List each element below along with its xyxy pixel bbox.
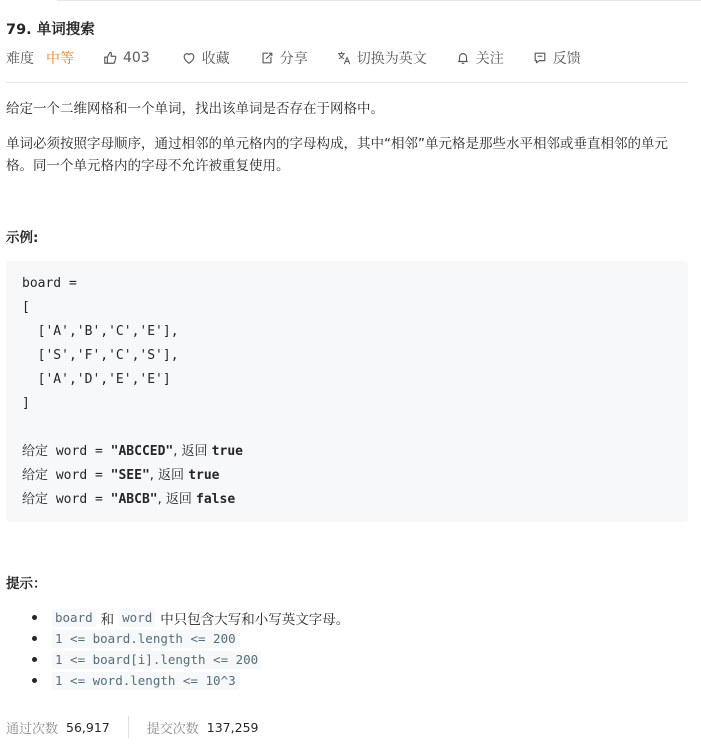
inline-code: 1 <= word.length <= 10^3 — [52, 672, 239, 690]
case-prefix: 给定 — [22, 444, 49, 459]
case-word-keyword: word = — [48, 444, 111, 459]
follow-button[interactable] — [456, 48, 504, 68]
list-item — [6, 670, 688, 691]
like-count: 403 — [123, 50, 150, 66]
inline-code: word — [119, 609, 155, 627]
code-line: ['A','B','C','E'], — [22, 324, 179, 339]
description-paragraph-2: 单词必须按照字母顺序，通过相邻的单元格内的字母构成，其中“相邻”单元格是那些水平相邻或垂直相邻的单元格。同一个单元格内的字母不允许被重复使用。 — [6, 136, 668, 174]
code-line: ['A','D','E','E'] — [22, 372, 171, 387]
heart-icon — [182, 51, 196, 65]
example-heading: 示例: — [6, 230, 39, 246]
code-line: board = — [22, 276, 77, 291]
example-case-2 — [22, 466, 220, 486]
case-result: true — [188, 468, 220, 483]
case-result: false — [196, 492, 236, 507]
case-mid: , 返回 — [173, 444, 212, 459]
problem-meta-bar — [6, 47, 581, 69]
case-mid: , 返回 — [149, 468, 189, 483]
case-result: true — [211, 444, 243, 459]
stats-divider — [128, 716, 129, 738]
hint-text: 和 — [100, 611, 115, 628]
case-mid: , 返回 — [157, 492, 197, 507]
example-case-3 — [22, 490, 235, 510]
like-button[interactable] — [103, 50, 150, 66]
difficulty-value: 中等 — [46, 51, 74, 67]
submission-stats — [6, 716, 258, 738]
share-label: 分享 — [279, 51, 308, 67]
bullet — [32, 636, 37, 641]
case-prefix: 给定 — [22, 468, 49, 483]
accepted-label: 通过次数 — [6, 721, 59, 737]
example-code-block — [6, 261, 688, 522]
code-line: ['S','F','C','S'], — [22, 348, 179, 363]
favorite-button[interactable] — [182, 48, 230, 68]
bullet — [32, 615, 37, 620]
problem-title: 79. 单词搜索 — [6, 22, 95, 38]
meta-divider — [6, 82, 688, 83]
follow-label: 关注 — [475, 51, 504, 67]
inline-code: board — [52, 609, 96, 627]
hint-text: 中只包含大写和小写英文字母。 — [160, 611, 350, 628]
list-item — [6, 649, 688, 670]
thumbs-up-icon — [103, 51, 117, 65]
hints-list — [6, 607, 688, 691]
case-word: "ABCCED" — [110, 444, 174, 459]
share-button[interactable] — [260, 48, 308, 68]
inline-code: 1 <= board[i].length <= 200 — [52, 651, 261, 669]
hints-heading: 提示： — [6, 576, 47, 592]
bullet — [32, 678, 37, 683]
code-line: ] — [22, 396, 30, 411]
example-case-1 — [22, 442, 243, 462]
switch-language-button[interactable] — [337, 48, 427, 68]
feedback-label: 反馈 — [552, 51, 581, 67]
translate-icon — [337, 51, 351, 65]
inline-code: 1 <= board.length <= 200 — [52, 630, 239, 648]
list-item — [6, 607, 688, 628]
share-icon — [260, 51, 274, 65]
description-paragraph-1: 给定一个二维网格和一个单词，找出该单词是否存在于网格中。 — [6, 101, 384, 117]
list-item — [6, 628, 688, 649]
difficulty-label: 难度 — [6, 51, 34, 67]
bell-icon — [456, 51, 470, 65]
difficulty — [6, 48, 74, 68]
case-word-keyword: word = — [48, 492, 111, 507]
top-divider — [57, 0, 701, 1]
submitted-value: 137,259 — [206, 719, 259, 735]
feedback-button[interactable] — [533, 48, 581, 68]
bullet — [32, 657, 37, 662]
submitted-label: 提交次数 — [146, 721, 199, 737]
code-line: [ — [22, 300, 30, 315]
favorite-label: 收藏 — [201, 51, 230, 67]
switch-language-label: 切换为英文 — [356, 51, 427, 67]
case-word-keyword: word = — [48, 468, 111, 483]
case-prefix: 给定 — [22, 492, 49, 507]
case-word: "ABCB" — [110, 492, 158, 507]
case-word: "SEE" — [110, 468, 150, 483]
feedback-icon — [533, 51, 547, 65]
accepted-value: 56,917 — [66, 719, 110, 735]
